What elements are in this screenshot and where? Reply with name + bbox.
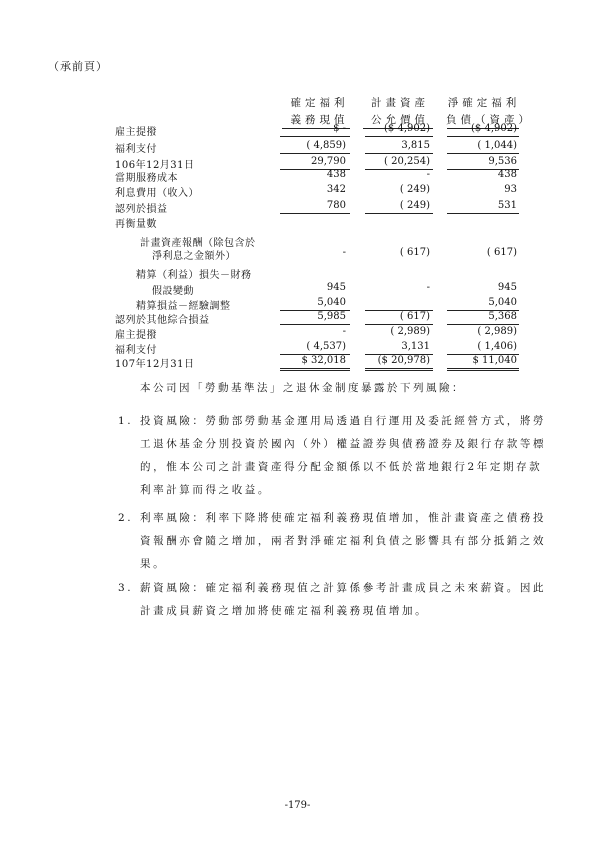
cell-dbo: $ - <box>333 123 346 134</box>
row-label: 認列於其他綜合損益 <box>115 315 210 326</box>
table-row <box>0 354 595 370</box>
table-row <box>0 168 595 184</box>
cell-net-liability: $ 11,040 <box>472 355 517 366</box>
cell-net-liability: ( 2,989) <box>477 326 517 337</box>
risk-item-number: 1. <box>118 415 134 427</box>
cell-plan-assets: ( 2,989) <box>390 326 430 337</box>
cell-dbo: ( 4,537) <box>306 341 346 352</box>
cell-dbo: 945 <box>326 282 346 293</box>
cell-dbo: 438 <box>326 169 346 180</box>
cell-plan-assets: ( 249) <box>399 200 430 211</box>
row-label: 再衡量數 <box>115 219 157 230</box>
cell-net-liability: 531 <box>497 200 517 211</box>
table-row <box>0 310 595 326</box>
header-dbo-line1: 確定福利 <box>290 97 349 109</box>
table-row <box>0 265 595 281</box>
cell-plan-assets: ($ 20,978) <box>377 355 430 366</box>
page-number: -179- <box>284 800 311 811</box>
row-label: 精算（利益）損失－財務 <box>136 270 252 281</box>
risk-item-text: 利率風險：利率下降將使確定福利義務現值增加，惟計畫資產之債務投資報酬亦會隨之增加，兩者對淨確定福利負債之影響具有部分抵銷之效果。 <box>140 512 547 570</box>
risk-item-text: 投資風險：勞動部勞動基金運用局透過自行運用及委託經營方式，將勞工退休基金分別投資於國內（外）權益證券與債務證券及銀行存款等標的，惟本公司之計畫資產得分配金額係以不低於當地銀行2年定期存款利率計算而得之收益。 <box>140 415 547 496</box>
cell-net-liability: 9,536 <box>488 156 517 167</box>
row-label: 淨利息之金額外） <box>152 251 236 262</box>
row-label: 福利支付 <box>115 144 157 155</box>
risk-intro: 本公司因「勞動基準法」之退休金制度暴露於下列風險： <box>140 382 465 394</box>
table-row <box>0 183 595 199</box>
cell-underline <box>365 153 433 154</box>
cell-dbo: 5,985 <box>317 311 346 322</box>
cell-net-liability: 5,040 <box>488 297 517 308</box>
cell-underline <box>447 136 519 137</box>
cell-dbo: 780 <box>326 200 346 211</box>
cell-dbo: 5,040 <box>317 297 346 308</box>
row-label: 利息費用（收入） <box>115 188 199 199</box>
row-label: 當期服務成本 <box>115 173 178 184</box>
cell-plan-assets: 3,131 <box>401 341 430 352</box>
cell-dbo: $ 32,018 <box>301 355 346 366</box>
cell-net-liability: ($ 4,902) <box>471 123 517 134</box>
cell-plan-assets: ( 20,254) <box>384 156 430 167</box>
cell-underline <box>447 368 519 371</box>
row-label: 精算損益－經驗調整 <box>136 301 231 312</box>
header-plan-assets-line2: 公允價值 <box>371 114 429 126</box>
cell-net-liability: 93 <box>504 184 517 195</box>
cell-net-liability: 438 <box>497 169 517 180</box>
risk-item-number: 3. <box>118 582 134 594</box>
cell-plan-assets: ( 617) <box>399 311 430 322</box>
cell-net-liability: 5,368 <box>488 311 517 322</box>
cell-net-liability: ( 617) <box>486 247 517 258</box>
cell-plan-assets: 3,815 <box>401 140 430 151</box>
continuation-note: （承前頁） <box>48 60 108 73</box>
row-label: 106年12月31日 <box>115 160 195 171</box>
cell-plan-assets: ($ 4,902) <box>384 123 430 134</box>
header-net-liability-line1: 淨確定福利 <box>447 97 521 109</box>
cell-net-liability: ( 1,044) <box>477 140 517 151</box>
cell-dbo: 29,790 <box>311 156 346 167</box>
cell-underline <box>280 153 350 154</box>
cell-dbo: ( 4,859) <box>306 140 346 151</box>
cell-dbo: - <box>342 247 346 258</box>
risk-item-number: 2. <box>118 512 134 524</box>
cell-underline <box>280 136 350 137</box>
table-row <box>0 122 595 138</box>
header-net-liability-line2: 負債（資產） <box>446 114 533 126</box>
table-row <box>0 281 595 297</box>
cell-underline <box>365 136 433 137</box>
cell-underline <box>447 153 519 154</box>
table-row <box>0 246 595 262</box>
table-row <box>0 199 595 215</box>
row-label: 雇主提撥 <box>115 330 157 341</box>
cell-dbo: 342 <box>326 184 346 195</box>
cell-plan-assets: - <box>426 282 430 293</box>
table-row <box>0 139 595 155</box>
risk-item-text: 薪資風險：確定福利義務現值之計算係參考計畫成員之未來薪資。因此計畫成員薪資之增加將使確定福利義務現值增加。 <box>140 582 547 617</box>
cell-plan-assets: - <box>426 169 430 180</box>
row-label: 107年12月31日 <box>115 359 195 370</box>
row-label: 假設變動 <box>152 286 194 297</box>
header-plan-assets-line1: 計畫資產 <box>371 97 429 109</box>
row-label: 計畫資產報酬（除包含於 <box>140 238 256 249</box>
cell-plan-assets: ( 249) <box>399 184 430 195</box>
row-label: 福利支付 <box>115 345 157 356</box>
cell-plan-assets: ( 617) <box>399 247 430 258</box>
cell-underline <box>280 368 350 371</box>
cell-underline <box>365 368 433 371</box>
cell-net-liability: 945 <box>497 282 517 293</box>
cell-net-liability: ( 1,406) <box>477 341 517 352</box>
cell-dbo: - <box>342 326 346 337</box>
row-label: 認列於損益 <box>115 204 168 215</box>
row-label: 雇主提撥 <box>115 127 157 138</box>
table-row <box>0 325 595 341</box>
table-row <box>0 214 595 230</box>
header-dbo-line2: 義務現值 <box>290 114 349 126</box>
